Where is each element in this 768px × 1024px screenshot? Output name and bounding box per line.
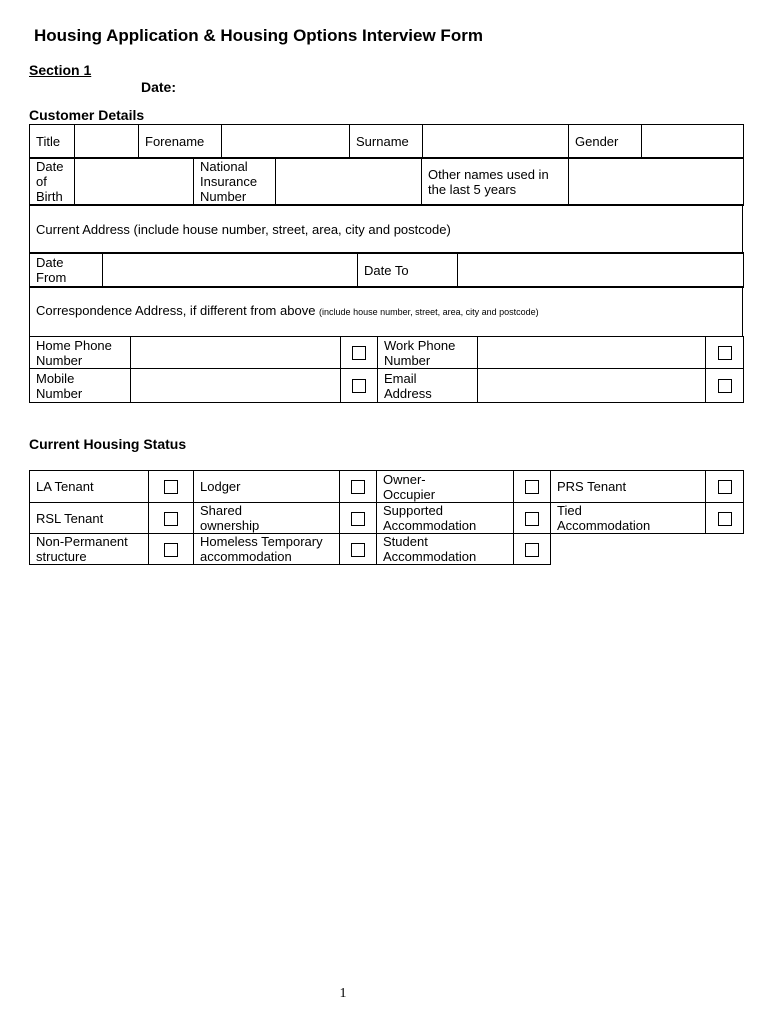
work-phone-checkbox[interactable] bbox=[718, 346, 732, 360]
mobile-checkbox[interactable] bbox=[352, 379, 366, 393]
status-option-label: Shared ownership bbox=[194, 503, 340, 534]
customer-row-correspondence bbox=[29, 286, 743, 337]
la-tenant-checkbox[interactable] bbox=[164, 480, 178, 494]
lodger-checkbox[interactable] bbox=[351, 480, 365, 494]
surname-label: Surname bbox=[350, 125, 423, 159]
status-checkbox-cell bbox=[149, 534, 194, 565]
current-address-label: Current Address (include house number, street, area, city and postcode) bbox=[36, 221, 451, 237]
form-title: Housing Application & Housing Options Interview Form bbox=[34, 26, 483, 45]
status-checkbox-cell bbox=[514, 534, 551, 565]
date-to-label: Date To bbox=[358, 253, 458, 288]
mobile-label: Mobile Number bbox=[30, 369, 131, 403]
work-phone-label: Work Phone Number bbox=[378, 337, 478, 369]
email-label: Email Address bbox=[378, 369, 478, 403]
date-label: Date: bbox=[141, 79, 177, 95]
prs-tenant-checkbox[interactable] bbox=[718, 480, 732, 494]
status-option-label: Supported Accommodation bbox=[377, 503, 514, 534]
gender-field[interactable] bbox=[642, 125, 744, 159]
forename-field[interactable] bbox=[222, 125, 350, 159]
home-phone-field[interactable] bbox=[131, 337, 341, 369]
customer-row-identity bbox=[29, 157, 744, 206]
customer-row-dates bbox=[29, 252, 744, 288]
correspondence-address-label: Correspondence Address, if different from above bbox=[36, 303, 316, 318]
customer-row-address bbox=[29, 204, 743, 254]
title-field[interactable] bbox=[75, 125, 139, 159]
status-checkbox-cell bbox=[340, 534, 377, 565]
status-option-label: Non-Permanent structure bbox=[30, 534, 149, 565]
supported-accommodation-checkbox[interactable] bbox=[525, 512, 539, 526]
status-option-label: LA Tenant bbox=[30, 471, 149, 503]
section-label: Section 1 bbox=[29, 62, 92, 78]
status-option-label: RSL Tenant bbox=[30, 503, 149, 534]
other-names-field[interactable] bbox=[569, 158, 744, 206]
tied-accommodation-checkbox[interactable] bbox=[718, 512, 732, 526]
status-checkbox-cell bbox=[514, 471, 551, 503]
status-option-label: Owner- Occupier bbox=[377, 471, 514, 503]
current-address-field[interactable] bbox=[30, 205, 743, 254]
homeless-temporary-checkbox[interactable] bbox=[351, 543, 365, 557]
dob-label: Date of Birth bbox=[30, 158, 75, 206]
status-option-label: Tied Accommodation bbox=[551, 503, 706, 534]
student-accommodation-checkbox[interactable] bbox=[525, 543, 539, 557]
home-phone-checkbox-cell bbox=[341, 337, 378, 369]
ni-label: National Insurance Number bbox=[194, 158, 276, 206]
housing-status-table bbox=[29, 470, 744, 565]
date-from-field[interactable] bbox=[103, 253, 358, 288]
mobile-checkbox-cell bbox=[341, 369, 378, 403]
home-phone-label: Home Phone Number bbox=[30, 337, 131, 369]
status-option-label: PRS Tenant bbox=[551, 471, 706, 503]
status-option-label: Lodger bbox=[194, 471, 340, 503]
status-checkbox-cell bbox=[340, 471, 377, 503]
status-checkbox-cell bbox=[149, 471, 194, 503]
mobile-field[interactable] bbox=[131, 369, 341, 403]
title-label: Title bbox=[30, 125, 75, 159]
status-checkbox-cell bbox=[514, 503, 551, 534]
housing-status-heading: Current Housing Status bbox=[29, 436, 187, 452]
gender-label: Gender bbox=[569, 125, 642, 159]
owner-occupier-checkbox[interactable] bbox=[525, 480, 539, 494]
status-checkbox-cell bbox=[706, 471, 744, 503]
correspondence-address-note: (include house number, street, area, city and postcode) bbox=[319, 307, 539, 317]
dob-field[interactable] bbox=[75, 158, 194, 206]
email-checkbox-cell bbox=[706, 369, 744, 403]
status-option-label: Homeless Temporary accommodation bbox=[194, 534, 340, 565]
correspondence-address-field[interactable] bbox=[30, 287, 743, 337]
shared-ownership-checkbox[interactable] bbox=[351, 512, 365, 526]
empty-cell bbox=[551, 534, 706, 565]
rsl-tenant-checkbox[interactable] bbox=[164, 512, 178, 526]
non-permanent-structure-checkbox[interactable] bbox=[164, 543, 178, 557]
home-phone-checkbox[interactable] bbox=[352, 346, 366, 360]
email-checkbox[interactable] bbox=[718, 379, 732, 393]
work-phone-field[interactable] bbox=[478, 337, 706, 369]
status-checkbox-cell bbox=[706, 503, 744, 534]
customer-row-contact bbox=[29, 336, 744, 403]
empty-cell bbox=[706, 534, 744, 565]
work-phone-checkbox-cell bbox=[706, 337, 744, 369]
customer-row-name bbox=[29, 124, 744, 159]
status-checkbox-cell bbox=[149, 503, 194, 534]
date-to-field[interactable] bbox=[458, 253, 744, 288]
date-from-label: Date From bbox=[30, 253, 103, 288]
surname-field[interactable] bbox=[423, 125, 569, 159]
email-field[interactable] bbox=[478, 369, 706, 403]
ni-field[interactable] bbox=[276, 158, 422, 206]
page-number: 1 bbox=[339, 986, 347, 1001]
customer-details-heading: Customer Details bbox=[29, 107, 145, 123]
forename-label: Forename bbox=[139, 125, 222, 159]
status-option-label: Student Accommodation bbox=[377, 534, 514, 565]
other-names-label: Other names used in the last 5 years bbox=[422, 158, 569, 206]
status-checkbox-cell bbox=[340, 503, 377, 534]
